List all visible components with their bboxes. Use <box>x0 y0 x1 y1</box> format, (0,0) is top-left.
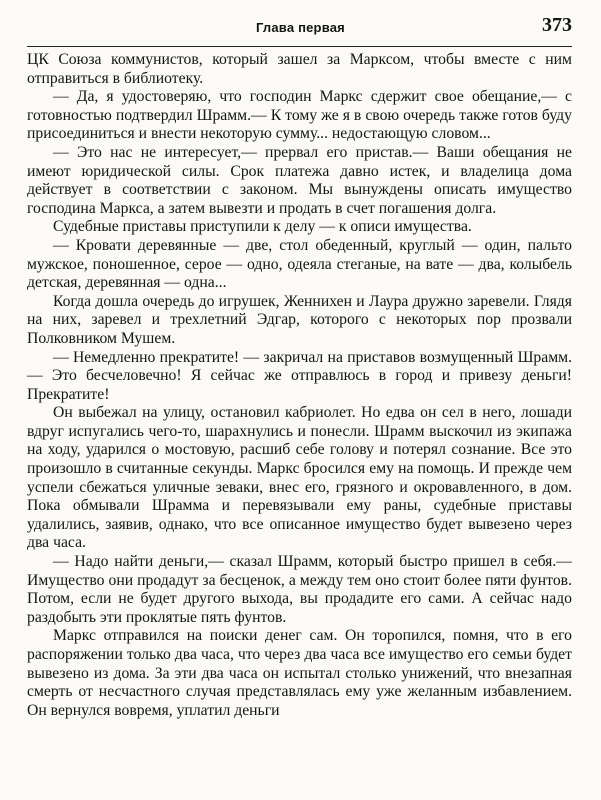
paragraph: Когда дошла очередь до игрушек, Женнихен и Лаура дружно заревели. Глядя на них, заревел и трехлетний Эдгар, которого с некоторых пор прозвали Полковником Мушем. <box>27 292 572 347</box>
paragraph: Маркс отправился на поиски денег сам. Он торопился, помня, что в его распоряжении только два часа, что через два часа все имущество его семьи будет вывезено из дома. За эти два часа он испытал столько унижений, что внезапная смерть от несчастного случая представлялась ему уже желанным избавлением. Он вернулся вовремя, уплатил деньги <box>27 627 572 719</box>
paragraph: Он выбежал на улицу, остановил кабриолет. Но едва он сел в него, лошади вдруг испугались чего-то, шарахнулись и понесли. Шрамм выскочил из экипажа на ходу, ударился о мостовую, расшиб себе голову и потерял сознание. Все это произошло в считанные секунды. Маркс бросился ему на помощь. И прежде чем успели сбежаться уличные зеваки, внес его, грязного и окровавленного, в дом. Пока обмывали Шрамма и перевязывали ему раны, судебные приставы удалились, заявив, однако, что все описанное имущество будет вывезено через два часа. <box>27 404 572 552</box>
chapter-title: Глава первая <box>256 20 345 35</box>
paragraph: — Надо найти деньги,— сказал Шрамм, который быстро пришел в себя.— Имущество они продадут за бесценок, а между тем оно стоит более пяти фунтов. Потом, если не будет другого выхода, вы продадите его сами. А сейчас надо раздобыть эти проклятые пять фунтов. <box>27 553 572 626</box>
paragraph: — Немедленно прекратите! — закричал на приставов возмущенный Шрамм.— Это бесчеловечно! Я сейчас же отправлюсь в город и привезу деньги! Прекратите! <box>27 348 572 403</box>
page-body <box>27 51 572 720</box>
paragraph: — Это нас не интересует,— прервал его пристав.— Ваши обещания не имеют юридической силы. Срок платежа давно истек, и владелица дома действует в соответствии с законом. Мы вынуждены описать имущество господина Маркса, а затем вывезти и продать в счет погашения долга. <box>27 143 572 217</box>
page-number: 373 <box>542 14 572 36</box>
running-header <box>27 0 572 47</box>
paragraph: Судебные приставы приступили к делу — к описи имущества. <box>53 218 472 236</box>
paragraph: — Кровати деревянные — две, стол обеденный, круглый — один, пальто мужское, поношенное, серое — одно, одеяла стеганые, на вате — два, колыбель детская, деревянная — одна... <box>27 236 572 292</box>
paragraph: ЦК Союза коммунистов, который зашел за Марксом, чтобы вместе с ним отправиться в библиотеку. <box>27 51 572 87</box>
paragraph: — Да, я удостоверяю, что господин Маркс сдержит свое обещание,— с готовностью подтвердил Шрамм.— К тому же я в свою очередь также готов буду присоединиться и внести некоторую сумму... недостающую словом... <box>27 88 572 143</box>
